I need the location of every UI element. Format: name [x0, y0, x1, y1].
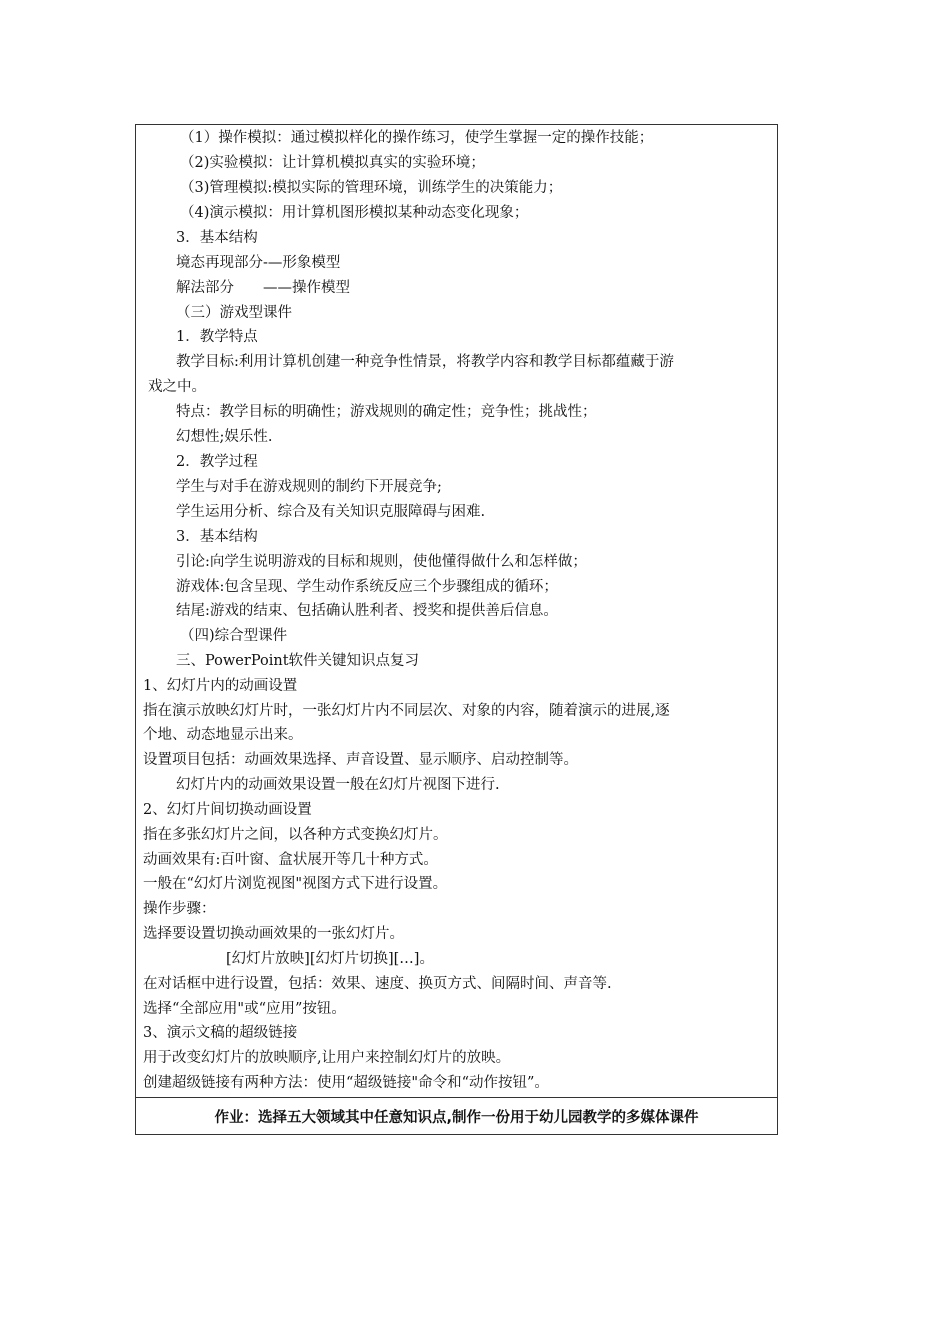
section-heading: 1、幻灯片内的动画设置	[143, 678, 298, 694]
content-cell	[136, 125, 777, 1098]
text-line: 游戏体:包含呈现、学生动作系统反应三个步骤组成的循环；	[176, 579, 558, 595]
text-line: 幻灯片内的动画效果设置一般在幻灯片视图下进行.	[176, 777, 500, 793]
text-line: （2)实验模拟：让计算机模拟真实的实验环境；	[180, 155, 485, 171]
text-line: 教学目标:利用计算机创建一种竞争性情景，将教学内容和教学目标都蕴藏于游	[176, 354, 674, 370]
text-line: 学生与对手在游戏规则的制约下开展竞争;	[176, 479, 442, 495]
text-line: 指在演示放映幻灯片时，一张幻灯片内不同层次、对象的内容，随着演示的进展,逐	[143, 703, 670, 719]
text-line: 个地、动态地显示出来。	[143, 727, 303, 743]
assignment-cell	[136, 1098, 777, 1134]
text-line: 在对话框中进行设置，包括：效果、速度、换页方式、间隔时间、声音等.	[143, 976, 612, 992]
text-line: 特点：教学目标的明确性；游戏规则的确定性；竞争性；挑战性；	[176, 404, 597, 420]
text-line: 境态再现部分-—形象模型	[176, 255, 341, 271]
text-line: 用于改变幻灯片的放映顺序,让用户来控制幻灯片的放映。	[143, 1050, 511, 1066]
text-line: 选择要设置切换动画效果的一张幻灯片。	[143, 926, 404, 942]
section-heading: 三、PowerPoint软件关键知识点复习	[176, 653, 420, 669]
text-line: 学生运用分析、综合及有关知识克服障碍与困难.	[176, 504, 486, 520]
section-heading: 2、幻灯片间切换动画设置	[143, 802, 312, 818]
text-line: 一般在“幻灯片浏览视图"视图方式下进行设置。	[143, 876, 448, 892]
text-line: 幻想性;娱乐性.	[176, 429, 273, 445]
text-line: 结尾:游戏的结束、包括确认胜利者、授奖和提供善后信息。	[176, 603, 558, 619]
lesson-table	[135, 124, 778, 1135]
text-line: 戏之中。	[148, 379, 206, 395]
text-line: （4)演示模拟：用计算机图形模拟某种动态变化现象；	[180, 205, 529, 221]
text-line: 解法部分 ——操作模型	[176, 280, 350, 296]
section-heading: 2．教学过程	[176, 454, 258, 470]
text-line: 动画效果有:百叶窗、盒状展开等几十种方式。	[143, 852, 438, 868]
section-heading: 3．基本结构	[176, 230, 258, 246]
text-line: （3)管理模拟:模拟实际的管理环境，训练学生的决策能力；	[180, 180, 563, 196]
section-heading: 3、演示文稿的超级链接	[143, 1025, 298, 1041]
section-heading: 1．教学特点	[176, 329, 258, 345]
assignment-text: 作业：选择五大领域其中任意知识点,制作一份用于幼儿园教学的多媒体课件	[214, 1109, 699, 1126]
text-line: 指在多张幻灯片之间，以各种方式变换幻灯片。	[143, 827, 448, 843]
section-heading: 3．基本结构	[176, 529, 258, 545]
section-heading: （三）游戏型课件	[176, 305, 292, 321]
text-line: 选择“全部应用"或“应用”按钮。	[143, 1001, 346, 1017]
section-heading: （四)综合型课件	[180, 628, 288, 644]
text-line: 创建超级链接有两种方法：使用“超级链接"命令和“动作按钮”。	[143, 1075, 549, 1091]
text-line: 操作步骤：	[143, 901, 216, 917]
text-line: 设置项目包括：动画效果选择、声音设置、显示顺序、启动控制等。	[143, 752, 578, 768]
text-line: 引论:向学生说明游戏的目标和规则，使他懂得做什么和怎样做；	[176, 554, 587, 570]
text-line: [幻灯片放映][幻灯片切换][…]。	[226, 951, 434, 967]
text-line: （1）操作模拟：通过模拟样化的操作练习，使学生掌握一定的操作技能；	[180, 130, 654, 146]
